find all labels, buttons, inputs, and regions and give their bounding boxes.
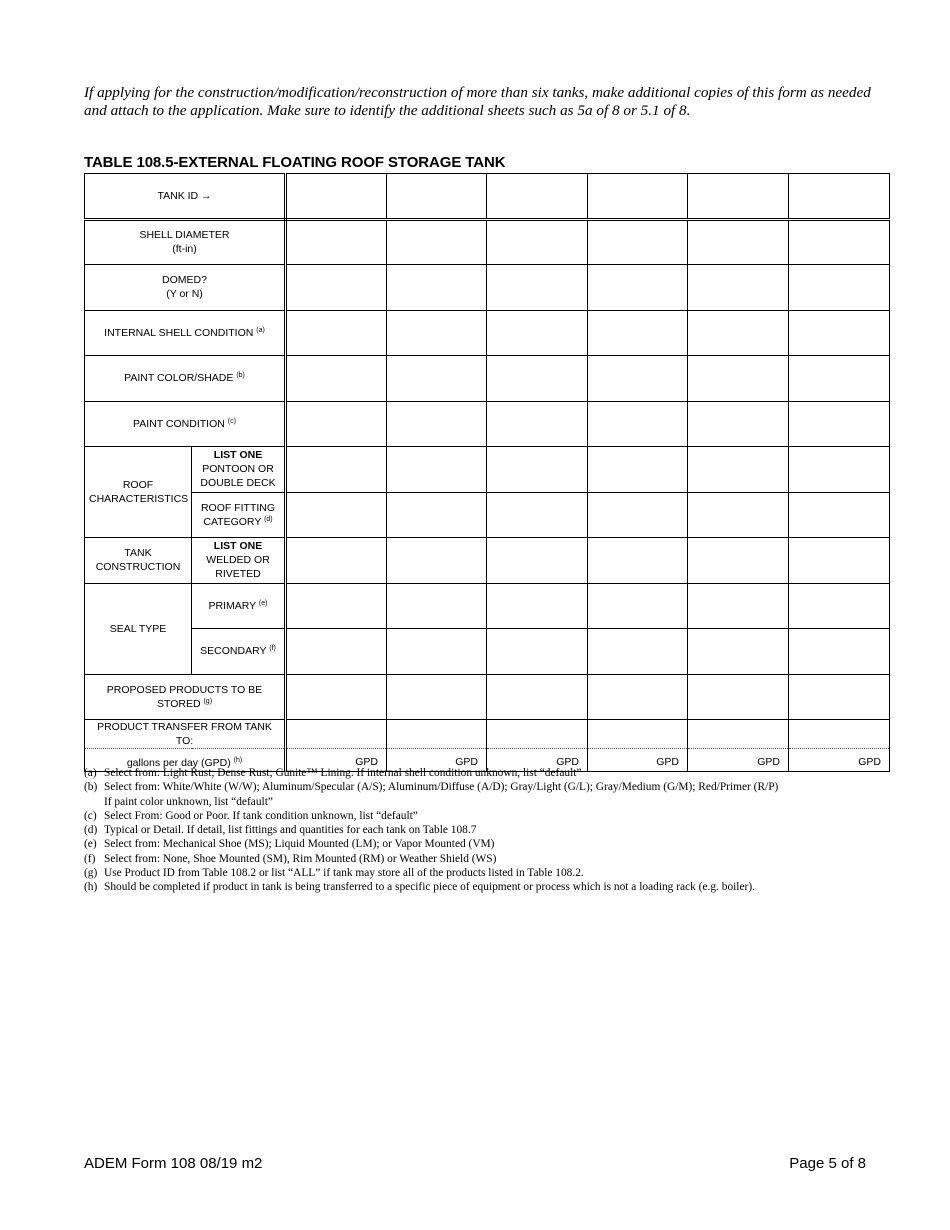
roof-fitting-label: ROOF FITTING CATEGORY [200, 501, 276, 528]
seal-secondary-tank-3[interactable] [487, 629, 588, 675]
footnote-6 [84, 866, 884, 880]
gpd-unit: GPD [656, 756, 679, 768]
row-tank-id [85, 174, 890, 220]
row-roof-pontoon [85, 447, 890, 493]
seal-secondary-tank-5[interactable] [688, 629, 789, 675]
shell-diameter-unit: (ft-in) [172, 243, 197, 256]
gpd-label: gallons per day (GPD) [126, 757, 231, 769]
shell-diameter-tank-6[interactable] [789, 219, 890, 265]
roof-fitting-tank-1[interactable] [286, 492, 387, 538]
row-shell-diameter [85, 219, 890, 265]
roof-fitting-tank-6[interactable] [789, 492, 890, 538]
domed-tank-4[interactable] [588, 265, 688, 311]
tank-construction-tank-4[interactable] [588, 538, 688, 584]
paint-condition-tank-3[interactable] [487, 401, 588, 447]
footnote-text: Select from: White/White (W/W); Aluminum/Specular (A/S); Aluminum/Diffuse (A/D); Gray/Light (G/L); Gray/Medium (G/M); Red/Primer (R/P) If paint color unknown, list “default” [104, 781, 779, 808]
domed-tank-6[interactable] [789, 265, 890, 311]
gpd-unit: GPD [455, 756, 478, 768]
product-transfer-tank-1[interactable] [286, 720, 387, 749]
row-seal-primary [85, 583, 890, 629]
domed-label: DOMED? [162, 274, 207, 287]
gpd-unit: GPD [355, 756, 378, 768]
footnote-text: Typical or Detail. If detail, list fittings and quantities for each tank on Table 108.7 [104, 824, 477, 837]
internal-shell-tank-1[interactable] [286, 310, 387, 356]
footnote-text: Select from: Light Rust; Dense Rust; Gunite™ Lining. If internal shell condition unknown, list “default” [104, 767, 582, 779]
paint-color-tank-2[interactable] [387, 356, 487, 402]
seal-primary-tank-3[interactable] [487, 583, 588, 629]
tank-id-tank-6[interactable] [789, 174, 890, 220]
tank-construction-tank-5[interactable] [688, 538, 789, 584]
domed-tank-1[interactable] [286, 265, 387, 311]
paint-color-tank-5[interactable] [688, 356, 789, 402]
row-paint-condition [85, 401, 890, 447]
footnote-text: Select from: None, Shoe Mounted (SM), Rim Mounted (RM) or Weather Shield (WS) [104, 852, 497, 865]
product-transfer-tank-6[interactable] [789, 720, 890, 749]
paint-condition-tank-6[interactable] [789, 401, 890, 447]
gpd-unit: GPD [858, 756, 881, 768]
proposed-products-tank-6[interactable] [789, 674, 890, 720]
shell-diameter-tank-2[interactable] [387, 219, 487, 265]
paint-color-tank-3[interactable] [487, 356, 588, 402]
roof-fitting-tank-5[interactable] [688, 492, 789, 538]
footnote-text: Use Product ID from Table 108.2 or list “ALL” if tank may store all of the products listed in Table 108.2. [104, 867, 584, 880]
paint-condition-tank-1[interactable] [286, 401, 387, 447]
roof-fitting-tank-4[interactable] [588, 492, 688, 538]
footnote-ref: (g) [203, 697, 213, 705]
row-roof-fitting [85, 492, 890, 538]
footnote-0 [84, 766, 884, 780]
footnote-text: Should be completed if product in tank is being transferred to a specific piece of equipment or process which is not a loading rack (e.g. boiler). [104, 881, 755, 894]
tank-id-tank-1[interactable] [286, 174, 387, 220]
tank-construction-tank-2[interactable] [387, 538, 487, 584]
tank-table [84, 173, 890, 772]
tank-id-tank-5[interactable] [688, 174, 789, 220]
form-id: ADEM Form 108 08/19 m2 [84, 1155, 263, 1172]
secondary-seal-label: SECONDARY [200, 645, 267, 658]
proposed-products-tank-3[interactable] [487, 674, 588, 720]
list-one-label: LIST ONE [213, 449, 263, 462]
seal-secondary-tank-4[interactable] [588, 629, 688, 675]
footnote-mark: (d) [84, 824, 98, 837]
roof-pontoon-tank-3[interactable] [487, 447, 588, 493]
footnotes [84, 766, 884, 895]
proposed-products-tank-4[interactable] [588, 674, 688, 720]
proposed-products-tank-2[interactable] [387, 674, 487, 720]
paint-condition-tank-5[interactable] [688, 401, 789, 447]
footnote-ref: (h) [233, 757, 243, 764]
footnote-text: Select from: Mechanical Shoe (MS); Liquid Mounted (LM); or Vapor Mounted (VM) [104, 838, 495, 851]
footnote-text: Select From: Good or Poor. If tank condition unknown, list “default” [104, 809, 418, 822]
domed-hint: (Y or N) [166, 288, 203, 301]
footnote-ref: (e) [258, 599, 268, 607]
internal-shell-tank-2[interactable] [387, 310, 487, 356]
domed-tank-5[interactable] [688, 265, 789, 311]
footnote-7 [84, 880, 884, 894]
footnote-mark: (g) [84, 867, 98, 880]
footnote-ref: (f) [269, 645, 276, 653]
product-transfer-tank-2[interactable] [387, 720, 487, 749]
footnote-5 [84, 852, 884, 866]
footnote-mark: (h) [84, 881, 98, 894]
gpd-unit: GPD [757, 756, 780, 768]
footnote-ref: (b) [236, 372, 245, 380]
seal-secondary-tank-1[interactable] [286, 629, 387, 675]
tank-construction-label: TANK CONSTRUCTION [95, 547, 181, 574]
internal-shell-label: INTERNAL SHELL CONDITION [104, 326, 254, 339]
tank-id-tank-2[interactable] [387, 174, 487, 220]
roof-pontoon-tank-1[interactable] [286, 447, 387, 493]
tank-construction-tank-3[interactable] [487, 538, 588, 584]
roof-pontoon-tank-2[interactable] [387, 447, 487, 493]
roof-pontoon-tank-4[interactable] [588, 447, 688, 493]
row-product-transfer [85, 720, 890, 749]
gpd-unit: GPD [556, 756, 579, 768]
page-number: Page 5 of 8 [789, 1155, 866, 1172]
footnote-mark: (b) [84, 781, 98, 794]
product-transfer-tank-4[interactable] [588, 720, 688, 749]
row-paint-color [85, 356, 890, 402]
internal-shell-tank-6[interactable] [789, 310, 890, 356]
tank-id-label: TANK ID → [157, 189, 212, 202]
shell-diameter-tank-5[interactable] [688, 219, 789, 265]
seal-primary-tank-4[interactable] [588, 583, 688, 629]
shell-diameter-label: SHELL DIAMETER [139, 229, 230, 242]
proposed-products-label: PROPOSED PRODUCTS TO BE STORED [106, 683, 263, 710]
product-transfer-tank-5[interactable] [688, 720, 789, 749]
footnote-mark: (a) [84, 767, 97, 779]
seal-secondary-tank-2[interactable] [387, 629, 487, 675]
tank-id-tank-3[interactable] [487, 174, 588, 220]
roof-fitting-tank-3[interactable] [487, 492, 588, 538]
paint-color-tank-1[interactable] [286, 356, 387, 402]
intro-instructions: If applying for the construction/modification/reconstruction of more than six tanks, make additional copies of this form as needed and attach to the application. Make sure to identify the additional sheets such as 5a of 8 or 5.1 of 8. [84, 84, 871, 119]
footnote-ref: (d) [264, 515, 273, 523]
domed-tank-3[interactable] [487, 265, 588, 311]
product-transfer-label: PRODUCT TRANSFER FROM TANK TO: [97, 721, 272, 747]
shell-diameter-tank-4[interactable] [588, 219, 688, 265]
paint-condition-tank-2[interactable] [387, 401, 487, 447]
tank-id-tank-4[interactable] [588, 174, 688, 220]
paint-color-tank-4[interactable] [588, 356, 688, 402]
product-transfer-tank-3[interactable] [487, 720, 588, 749]
row-tank-construction [85, 538, 890, 584]
seal-primary-tank-1[interactable] [286, 583, 387, 629]
table-title: TABLE 108.5-EXTERNAL FLOATING ROOF STORAGE TANK [84, 154, 506, 171]
roof-pontoon-tank-6[interactable] [789, 447, 890, 493]
domed-tank-2[interactable] [387, 265, 487, 311]
shell-diameter-tank-1[interactable] [286, 219, 387, 265]
row-internal-shell [85, 310, 890, 356]
roof-fitting-tank-2[interactable] [387, 492, 487, 538]
paint-color-tank-6[interactable] [789, 356, 890, 402]
row-seal-secondary [85, 629, 890, 675]
seal-primary-tank-5[interactable] [688, 583, 789, 629]
paint-color-label: PAINT COLOR/SHADE [124, 372, 234, 385]
construction-options-label: WELDED OR RIVETED [206, 554, 270, 581]
seal-secondary-tank-6[interactable] [789, 629, 890, 675]
footnote-ref: (c) [227, 417, 236, 425]
footnote-mark: (f) [84, 852, 96, 865]
list-one-label: LIST ONE [213, 540, 263, 553]
proposed-products-tank-1[interactable] [286, 674, 387, 720]
roof-pontoon-label: PONTOON OR DOUBLE DECK [200, 463, 276, 490]
footnote-mark: (c) [84, 809, 97, 822]
roof-characteristics-label: ROOF CHARACTERISTICS [89, 479, 189, 505]
paint-condition-label: PAINT CONDITION [133, 417, 225, 430]
paint-condition-tank-4[interactable] [588, 401, 688, 447]
row-domed [85, 265, 890, 311]
shell-diameter-tank-3[interactable] [487, 219, 588, 265]
footnote-2 [84, 809, 884, 823]
footnote-4 [84, 837, 884, 851]
tank-construction-tank-1[interactable] [286, 538, 387, 584]
internal-shell-tank-4[interactable] [588, 310, 688, 356]
seal-primary-tank-6[interactable] [789, 583, 890, 629]
footnote-3 [84, 823, 884, 837]
proposed-products-tank-5[interactable] [688, 674, 789, 720]
seal-primary-tank-2[interactable] [387, 583, 487, 629]
roof-pontoon-tank-5[interactable] [688, 447, 789, 493]
seal-type-label: SEAL TYPE [109, 622, 167, 635]
internal-shell-tank-3[interactable] [487, 310, 588, 356]
internal-shell-tank-5[interactable] [688, 310, 789, 356]
footnote-ref: (a) [256, 326, 265, 334]
row-proposed-products [85, 674, 890, 720]
tank-construction-tank-6[interactable] [789, 538, 890, 584]
footnote-text-cont: If paint color unknown, list “default” [104, 795, 273, 808]
primary-seal-label: PRIMARY [208, 599, 256, 612]
footnote-mark: (e) [84, 838, 97, 851]
footnote-1 [84, 780, 884, 809]
